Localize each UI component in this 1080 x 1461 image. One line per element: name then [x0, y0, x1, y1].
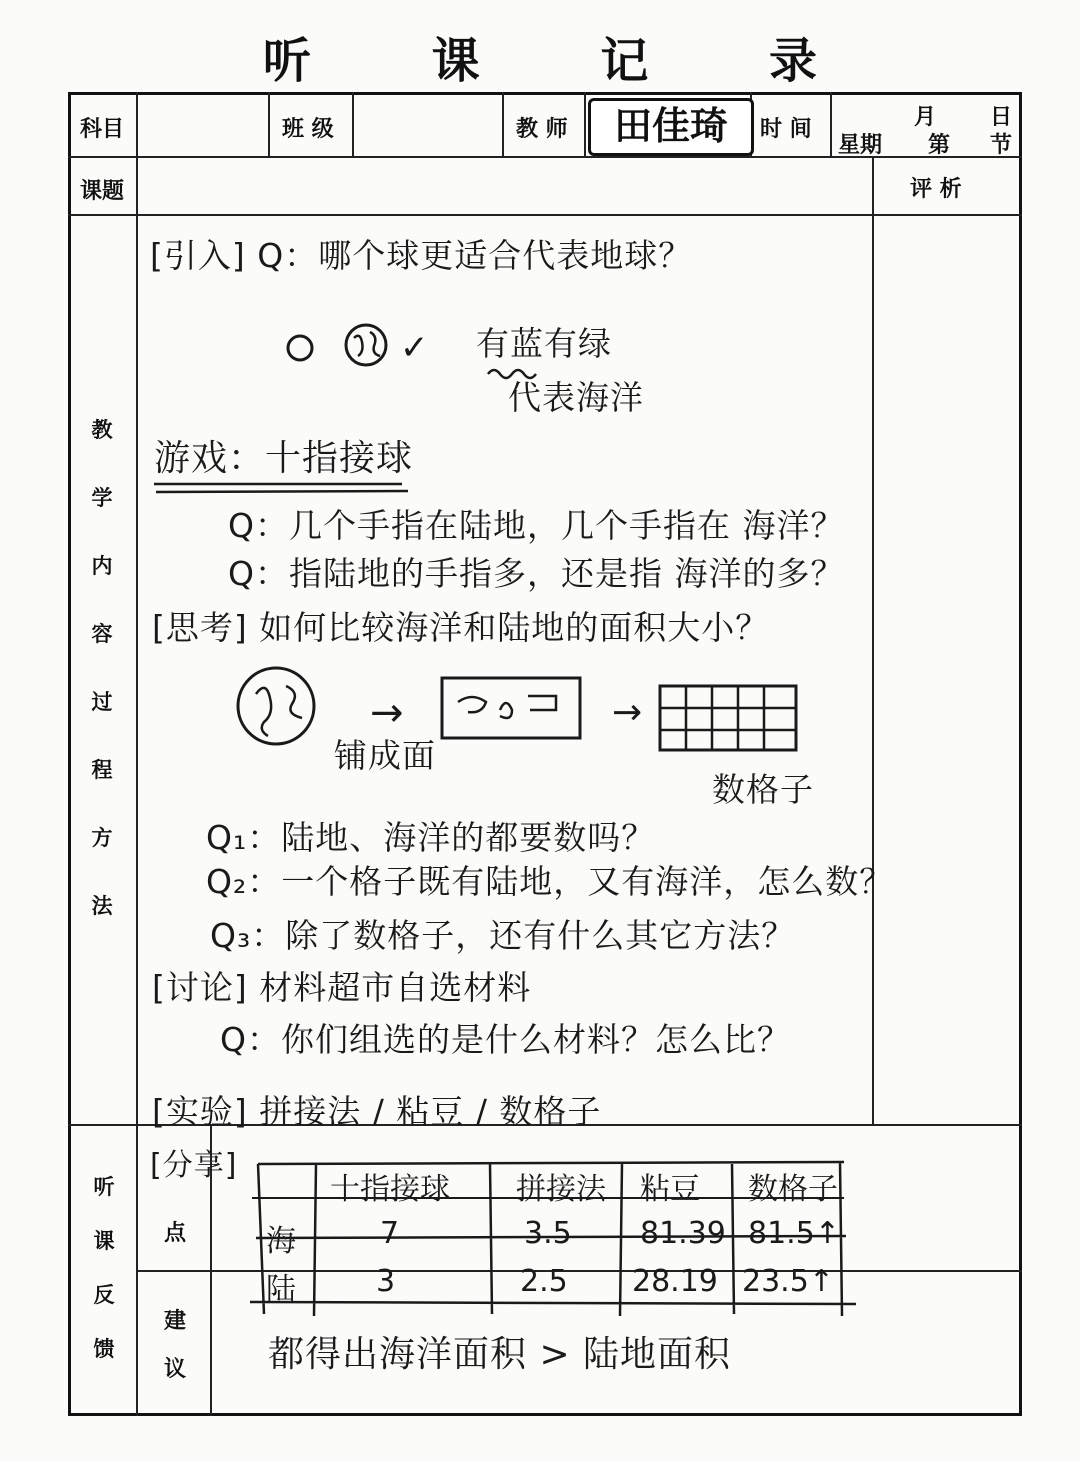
share-note: [分享] — [150, 1148, 238, 1183]
col-divider-time — [830, 92, 832, 156]
flat-label: 铺成面 — [334, 736, 436, 775]
weekday-label: 星期 — [838, 133, 883, 158]
question-q1: Q₁：陆地、海洋的都要数吗？ — [206, 818, 656, 857]
arrow-to-grid: → — [612, 692, 644, 733]
question-fingers-2: Q：指陆地的手指多，还是指 海洋的多？ — [228, 554, 845, 593]
table-col-header: 数格子 — [748, 1172, 838, 1207]
check-mark: ✓ — [400, 328, 430, 368]
col-divider-left — [136, 92, 138, 1416]
page-title: 听 课 记 录 — [262, 33, 870, 89]
class-label: 班 级 — [282, 117, 334, 142]
table-cell: 7 — [380, 1216, 400, 1251]
process-char: 内 — [91, 554, 113, 578]
globe-sketch — [234, 664, 324, 754]
feedback-char: 馈 — [93, 1337, 115, 1361]
process-char: 教 — [91, 418, 113, 442]
table-cell: 28.19 — [632, 1264, 718, 1299]
process-side-label — [82, 396, 122, 940]
experiment-note: [实验] 拼接法 / 粘豆 / 数格子 — [152, 1092, 602, 1131]
feedback-char: 听 — [93, 1175, 115, 1199]
process-char: 程 — [91, 758, 113, 782]
globe-note-blue-green: 有蓝有绿 — [476, 324, 612, 363]
col-divider-comment — [872, 156, 874, 1124]
period-label: 第 — [928, 133, 951, 158]
table-cell: 23.5↑ — [742, 1264, 834, 1299]
table-row-label: 陆 — [266, 1272, 296, 1307]
section-label: 节 — [990, 133, 1013, 158]
col-divider-subject — [268, 92, 270, 156]
col-divider-teacher — [584, 92, 586, 156]
conclusion-note: 都得出海洋面积 > 陆地面积 — [268, 1334, 732, 1375]
feedback-char: 反 — [93, 1283, 115, 1307]
process-char: 容 — [91, 622, 113, 646]
subject-label: 科目 — [80, 117, 125, 142]
arrow-to-flat: → — [370, 690, 405, 736]
table-col-header: 十指接球 — [330, 1172, 450, 1207]
table-cell: 81.5↑ — [748, 1216, 840, 1251]
col-divider-class — [352, 92, 354, 156]
points-label: 点 — [164, 1221, 187, 1246]
think-question: [思考] 如何比较海洋和陆地的面积大小？ — [152, 608, 770, 647]
process-char: 过 — [91, 690, 113, 714]
day-label: 日 — [990, 105, 1013, 130]
question-fingers-1: Q：几个手指在陆地，几个手指在 海洋？ — [228, 506, 845, 545]
question-q3: Q₃：除了数格子，还有什么其它方法？ — [210, 916, 796, 955]
suggestion-label-1: 建 — [164, 1309, 187, 1334]
discuss-note: [讨论] 材料超市自选材料 — [152, 968, 532, 1007]
feedback-char: 课 — [93, 1229, 115, 1253]
process-char: 方 — [91, 826, 113, 850]
table-cell: 81.39 — [640, 1216, 726, 1251]
grid-sketch — [656, 682, 806, 762]
time-label: 时 间 — [760, 117, 812, 142]
table-cell: 3 — [376, 1264, 396, 1299]
suggestion-label-2: 议 — [164, 1357, 187, 1382]
comment-label: 评 析 — [910, 177, 962, 202]
globe-earth-drawing — [342, 320, 392, 370]
game-heading: 游戏：十指接球 — [154, 438, 414, 479]
question-q2: Q₂：一个格子既有陆地，又有海洋，怎么数？ — [206, 862, 894, 901]
process-char: 法 — [91, 894, 113, 918]
table-cell: 2.5 — [520, 1264, 568, 1299]
feedback-side-label — [84, 1160, 124, 1376]
table-row-label: 海 — [266, 1224, 296, 1259]
globe-plain-drawing — [284, 330, 324, 370]
question-material: Q：你们组选的是什么材料？怎么比？ — [220, 1020, 791, 1059]
table-cell: 3.5 — [524, 1216, 572, 1251]
teacher-name-stamp: 田佳琦 — [588, 98, 754, 156]
game-heading-underline — [152, 478, 412, 498]
teacher-label: 教 师 — [516, 117, 568, 142]
table-col-header: 粘豆 — [640, 1172, 700, 1207]
month-label: 月 — [914, 105, 937, 130]
table-col-header: 拼接法 — [516, 1172, 606, 1207]
globe-note-ocean: 代表海洋 — [508, 378, 644, 417]
intro-question: [引入] Q：哪个球更适合代表地球？ — [150, 236, 693, 275]
col-divider-classval — [502, 92, 504, 156]
grid-label: 数格子 — [712, 770, 814, 809]
row-divider-topic — [68, 214, 1022, 216]
flat-map-sketch — [436, 670, 586, 750]
topic-label: 课题 — [80, 179, 125, 204]
process-char: 学 — [91, 486, 113, 510]
